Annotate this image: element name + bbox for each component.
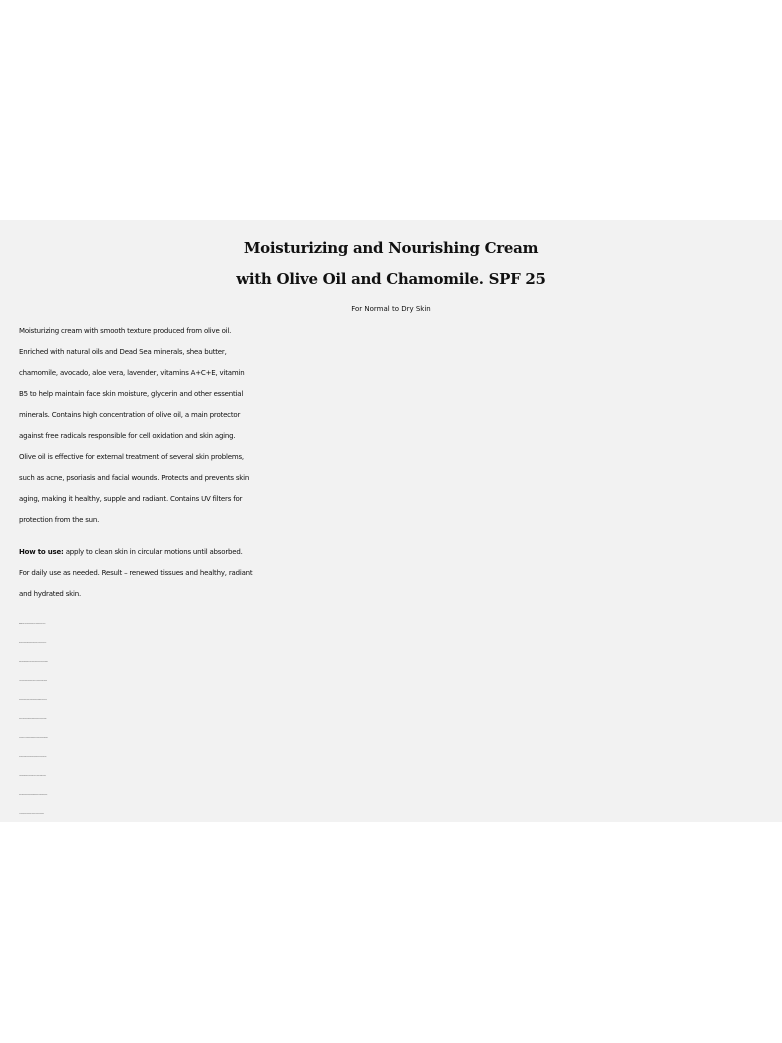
ingredients-line	[19, 786, 779, 805]
ingredients-line	[19, 748, 779, 767]
ingredients-line	[19, 615, 779, 634]
ingredients-line	[19, 653, 779, 672]
ingredients-line	[19, 634, 779, 653]
ingredients-line	[19, 691, 779, 710]
description-line: Enriched with natural oils and Dead Sea minerals, shea butter,	[19, 348, 227, 356]
how-to-use-label: How to use:	[19, 548, 64, 556]
how-to-use-line	[19, 542, 779, 563]
description-line: B5 to help maintain face skin moisture, glycerin and other essential	[19, 390, 244, 398]
description-line: Moisturizing cream with smooth texture produced from olive oil.	[19, 327, 232, 335]
description-line: against free radicals responsible for cell oxidation and skin aging.	[19, 432, 236, 440]
product-title-line-2: with Olive Oil and Chamomile. SPF 25	[236, 270, 546, 288]
how-to-use-line: and hydrated skin.	[19, 590, 82, 598]
description-line: such as acne, psoriasis and facial wounds. Protects and prevents skin	[19, 474, 250, 482]
ingredients-line	[19, 805, 779, 824]
ingredients-line	[19, 672, 779, 691]
ingredients-line	[19, 767, 779, 786]
description-line: chamomile, avocado, aloe vera, lavender, vitamins A+C+E, vitamin	[19, 369, 245, 377]
product-label-panel	[0, 220, 782, 822]
skin-type-subtitle: For Normal to Dry Skin	[351, 305, 431, 313]
ingredients-text	[22, 624, 45, 625]
how-to-use-text: apply to clean skin in circular motions until absorbed.	[63, 548, 243, 556]
how-to-use-line: For daily use as needed. Result – renewed tissues and healthy, radiant	[19, 569, 253, 577]
ingredients-line	[19, 729, 779, 748]
ingredients-line	[19, 710, 779, 729]
description-line: aging, making it healthy, supple and radiant. Contains UV filters for	[19, 495, 243, 503]
product-title-line-1: Moisturizing and Nourishing Cream	[243, 239, 539, 257]
description-line: minerals. Contains high concentration of olive oil, a main protector	[19, 411, 241, 419]
description-line: Olive oil is effective for external treatment of several skin problems,	[19, 453, 244, 461]
description-line: protection from the sun.	[19, 516, 100, 524]
